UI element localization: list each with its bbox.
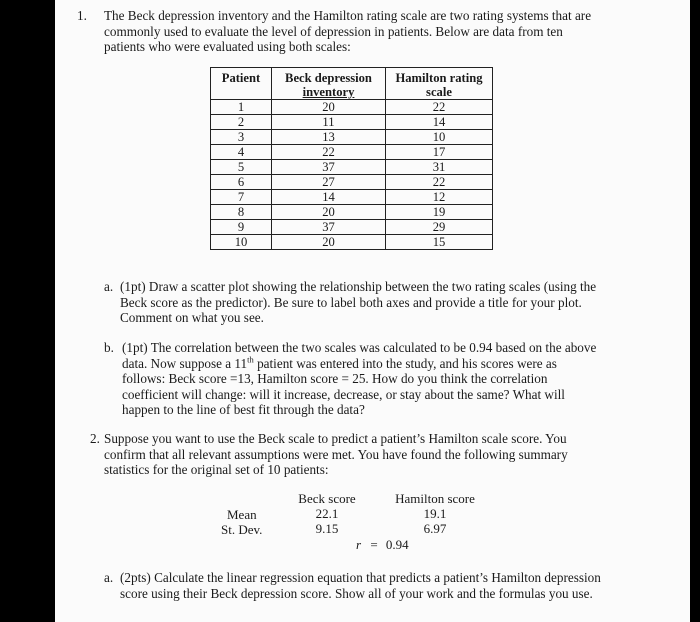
hamilton-sd: 6.97 — [423, 521, 447, 536]
row-sd-label: St. Dev. — [221, 522, 263, 537]
q1-intro-line-3: patients who were evaluated using both scales: — [104, 39, 351, 54]
correlation-line — [356, 538, 409, 552]
q2a-label: a. — [104, 570, 114, 585]
table-row: 3 13 10 — [211, 130, 493, 145]
table-header-row — [211, 68, 493, 100]
table-row: 1 20 22 — [211, 100, 493, 115]
q1-intro-line-1: The Beck depression inventory and the Hamilton rating scale are two rating systems that are — [104, 8, 592, 23]
col-hamilton-score: Hamilton score — [395, 491, 475, 506]
q1-number: 1. — [77, 8, 87, 23]
q1b-label: b. — [104, 340, 114, 355]
header-patient: Patient — [211, 68, 272, 100]
table-row: 6 27 22 — [211, 175, 493, 190]
worksheet-page — [55, 0, 690, 622]
table-row: 10 20 15 — [211, 235, 493, 250]
q1b-text: (1pt) The correlation between the two scales was calculated to be 0.94 based on the above data. Now suppose a 11th patient was entered into the study, and his scores were as follows: Beck score =13, Hamilton score = 25. How do you think the correlation coefficient will change: will it increase, decrease, or stay about the same? What will happen to the line of best fit through the data? — [122, 340, 597, 417]
table-row: 2 11 14 — [211, 115, 493, 130]
row-mean-label: Mean — [227, 507, 257, 522]
r-value: 0.94 — [385, 537, 409, 552]
header-hamilton: Hamilton rating scale — [386, 68, 493, 100]
q1a-text: (1pt) Draw a scatter plot showing the relationship between the two rating scales (using the Beck score as the predictor). Be sure to label both axes and provide a title for your plot. Comment on what you see. — [120, 279, 597, 325]
col-beck-score: Beck score — [298, 491, 356, 506]
table-row: 5 37 31 — [211, 160, 493, 175]
equals-sign: = — [370, 537, 378, 552]
q1-intro-line-2: commonly used to evaluate the level of depression in patients. Below are data from ten — [104, 23, 563, 39]
q2-number: 2. — [90, 431, 100, 446]
r-symbol: r — [356, 537, 362, 552]
table-row: 9 37 29 — [211, 220, 493, 235]
table-row: 8 20 19 — [211, 205, 493, 220]
q1a-label: a. — [104, 279, 114, 294]
beck-sd: 9.15 — [315, 521, 339, 536]
q2-intro: Suppose you want to use the Beck scale to predict a patient’s Hamilton scale score. You confirm that all relevant assumptions were met. You have found the following summary statistics for the original set of 10 patients: — [104, 431, 568, 477]
depression-scores-table — [210, 67, 493, 250]
table-row: 7 14 12 — [211, 190, 493, 205]
q2a-text: (2pts) Calculate the linear regression equation that predicts a patient’s Hamilton depression score using their Beck depression score. Show all of your work and the formulas you use. — [120, 570, 601, 601]
beck-mean: 22.1 — [315, 506, 339, 521]
table-row: 4 22 17 — [211, 145, 493, 160]
q1-intro — [104, 8, 591, 55]
header-beck: Beck depression inventory — [272, 68, 386, 100]
hamilton-mean: 19.1 — [423, 506, 447, 521]
